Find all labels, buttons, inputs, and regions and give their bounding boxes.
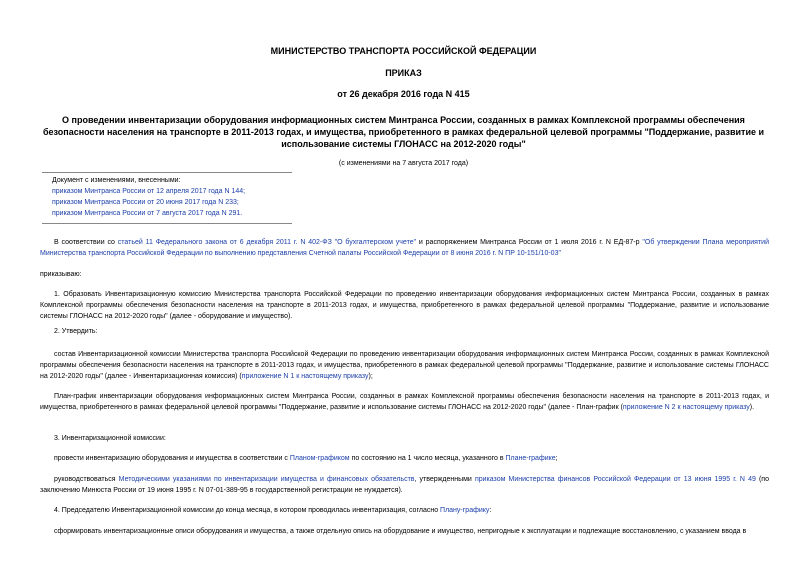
amendments-bottom-rule xyxy=(42,223,292,224)
date-number: от 26 декабря 2016 года N 415 xyxy=(337,89,470,99)
paragraph-2: 2. Утвердить: xyxy=(54,328,98,335)
paragraph-4: 4. Председателю Инвентаризационной комиссии до конца месяца, в котором проводилась инвентаризация, согласно Плану-графику: xyxy=(54,507,492,514)
order-word: приказываю: xyxy=(40,271,82,278)
amendments-label: Документ с изменениями, внесенными: xyxy=(52,177,181,184)
paragraph-3a: провести инвентаризацию оборудования и имущества в соответствии с Планом-графиком по состоянию на 1 число месяца, указанного в Плане-графике; xyxy=(54,455,558,462)
methodical-instructions-link[interactable]: Методическими указаниями по инвентаризации имущества и финансовых обязательств xyxy=(118,476,415,483)
amendment-link-3[interactable]: приказом Минтранса России от 7 августа 2017 года N 291. xyxy=(52,210,243,217)
paragraph-3b: руководствоваться Методическими указаниями по инвентаризации имущества и финансовых обязательств, утвержденными приказом Министерства финансов Российской Федерации от 13 июня 1995 г. N 49 (по заключению Минюста России от 19 июня 1995 г. N 07-01-389-95 в государственной регистрации не нуждается). xyxy=(40,476,769,494)
law-402-link[interactable]: статьей 11 Федерального закона от 6 декабря 2011 г. N 402-ФЗ "О бухгалтерском учете" xyxy=(117,239,417,246)
paragraph-3: 3. Инвентаризационной комиссии: xyxy=(54,435,166,442)
document-title: О проведении инвентаризации оборудования информационных систем Минтранса России, созданных в рамках Комплексной программы обеспечения безопасности населения на транспорте в 2011-2013 годах, и имущества, приобретенного в рамках федеральной целевой программы "Поддержание, развитие и использование системы ГЛОНАСС на 2012-2020 годы" xyxy=(42,115,765,149)
amendment-link-1[interactable]: приказом Минтранса России от 12 апреля 2017 года N 144; xyxy=(52,188,246,195)
amendment-link-2[interactable]: приказом Минтранса России от 20 июня 2017 года N 233; xyxy=(52,199,239,206)
paragraph-2a: состав Инвентаризационной комиссии Министерства транспорта Российской Федерации по проведению инвентаризации оборудования информационных систем Минтранса России, созданных в рамках Комплексной программы обеспечения безопасности населения на транспорте в 2011-2013 годах, и имущества, приобретенного в рамках федеральной целевой программы "Поддержание, развитие и использование системы ГЛОНАСС на 2012-2020 годы" (далее - Инвентаризационная комиссия) (приложение N 1 к настоящему приказу); xyxy=(40,351,769,380)
plan-schedule-link-1[interactable]: Планом-графиком xyxy=(289,455,350,462)
paragraph-4a: сформировать инвентаризационные описи оборудования и имущества, а также отдельную опись на оборудование и имущество, непригодные к эксплуатации и подлежащие восстановлению, с указанием ввода в xyxy=(54,528,747,535)
appendix-2-link[interactable]: приложение N 2 к настоящему приказу xyxy=(622,404,750,411)
appendix-1-link[interactable]: приложение N 1 к настоящему приказу xyxy=(241,373,369,380)
plan-measures-link[interactable]: "Об утверждении Плана мероприятий Министерства транспорта Российской Федерации по выполнению представления Счетной палаты Российской Федерации от 8 июня 2016 г. N ПР 10-151/10-03" xyxy=(40,239,769,257)
paragraph-2b: План-график инвентаризации оборудования информационных систем Минтранса России, созданных в рамках Комплексной программы обеспечения безопасности населения на транспорте в 2011-2013 годах, и имущества, приобретенного в рамках федеральной целевой программы "Поддержание, развитие и использование системы ГЛОНАСС на 2012-2020 годы" (далее - План-график (приложение N 2 к настоящему приказу). xyxy=(40,393,769,411)
minfin-order-49-link[interactable]: приказом Министерства финансов Российской Федерации от 13 июня 1995 г. N 49 xyxy=(474,476,756,483)
paragraph-1: 1. Образовать Инвентаризационную комиссию Министерства транспорта Российской Федерации по проведению инвентаризации оборудования информационных систем Минтранса России, созданных в рамках Комплексной программы обеспечения безопасности населения на транспорте в 2011-2013 годах, и имущества, приобретенного в рамках федеральной целевой программы "Поддержание, развитие и использование системы ГЛОНАСС на 2012-2020 годы" (далее - оборудование и имущество). xyxy=(40,291,769,320)
plan-schedule-link-3[interactable]: Плану-графику xyxy=(440,507,490,514)
doc-type-heading: ПРИКАЗ xyxy=(385,68,422,78)
plan-schedule-link-2[interactable]: Плане-графике xyxy=(505,455,556,462)
amendments-top-rule xyxy=(42,172,292,173)
ministry-heading: МИНИСТЕРСТВО ТРАНСПОРТА РОССИЙСКОЙ ФЕДЕРАЦИИ xyxy=(270,46,537,56)
amended-note: (с изменениями на 7 августа 2017 года) xyxy=(338,160,469,167)
preamble: В соответствии со статьей 11 Федерального закона от 6 декабря 2011 г. N 402-ФЗ "О бухгалтерском учете" и распоряжением Минтранса России от 1 июля 2016 г. N ЕД-87-р "Об утверждении Плана мероприятий Министерства транспорта Российской Федерации по выполнению представления Счетной палаты Российской Федерации от 8 июня 2016 г. N ПР 10-151/10-03" xyxy=(40,239,769,257)
